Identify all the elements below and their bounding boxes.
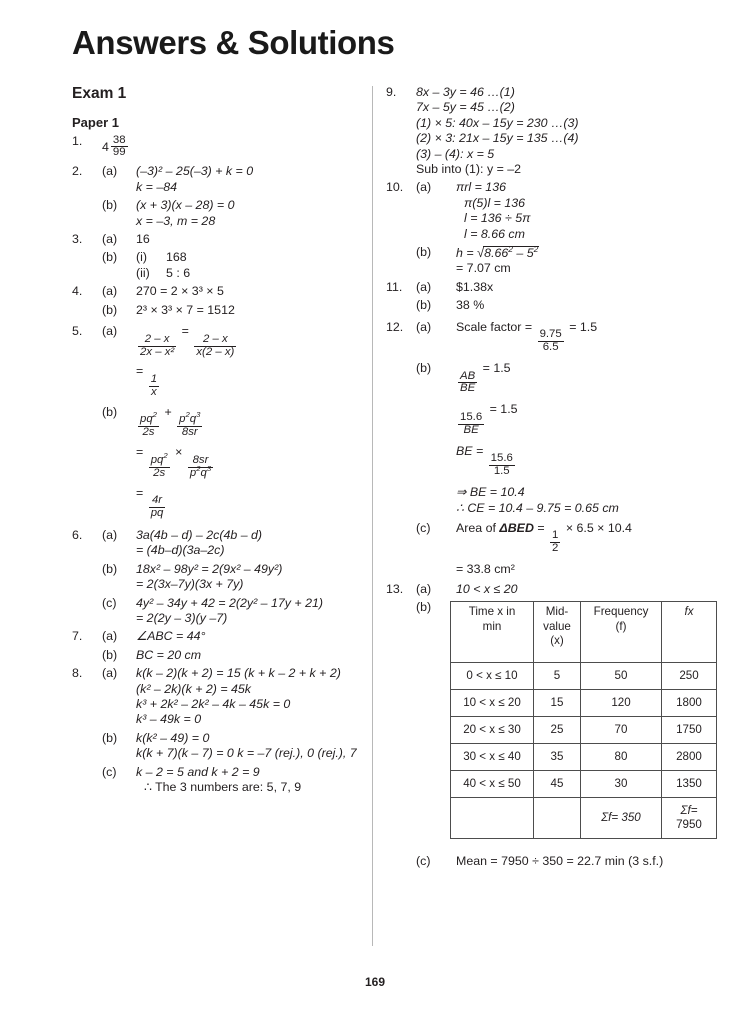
answer-line: [72, 267, 364, 279]
answer-body: k(k + 7)(k – 7) = 0 k = –7 (rej.), 0 (rej.), 7: [136, 746, 357, 761]
fraction-denominator: 2s: [153, 466, 166, 479]
header-line: Time x in: [468, 605, 516, 619]
fraction-numerator: 9.75: [539, 328, 562, 341]
part-label: (b): [416, 361, 432, 376]
answer-body: [450, 522, 696, 555]
answer-body: = 7.07 cm: [456, 261, 511, 276]
question-number: 11.: [386, 279, 403, 294]
header-line: value: [543, 619, 571, 633]
answer-line: [72, 406, 364, 439]
fraction: [489, 453, 515, 478]
answer-item-2: [72, 165, 364, 177]
answer-body: [450, 243, 696, 261]
answer-line: [386, 362, 696, 395]
answer-body: (x + 3)(x – 28) = 0: [136, 198, 235, 213]
fraction-denominator: 2s: [142, 426, 155, 439]
answer-body: 4y² – 34y + 42 = 2(2y² – 17y + 21): [136, 595, 324, 610]
fraction-numerator: 4r: [149, 495, 166, 508]
answer-line: [72, 698, 364, 710]
fraction-numerator: $p^2q^3$: [179, 410, 201, 426]
question-number: 9.: [386, 85, 397, 99]
answer-body: 2³ × 3³ × 7 = 1512: [136, 302, 235, 317]
equals-sign: =: [533, 521, 549, 535]
answer-item-11: [386, 281, 696, 293]
part-label: (a): [416, 581, 432, 596]
part-label: (c): [102, 595, 117, 610]
answer-body: ∴ The 3 numbers are: 5, 7, 9: [144, 780, 302, 795]
operator: +: [164, 404, 172, 419]
answer-body: k(k – 2)(k + 2) = 15 (k + k – 2 + k + 2): [136, 666, 341, 681]
fraction-denominator: 1.5: [493, 465, 510, 478]
answer-item-12: [386, 321, 696, 354]
question-number: 1.: [72, 133, 83, 148]
answer-line: [72, 612, 364, 624]
fraction-denominator: 99: [112, 146, 126, 159]
question-number: 2.: [72, 164, 83, 179]
cell-interval: 20 < x ≤ 30: [451, 717, 534, 744]
fraction: [194, 334, 236, 359]
answer-body: 3a(4b – d) – 2c(4b – d): [136, 527, 263, 542]
fraction: [177, 410, 202, 439]
answer-line: [72, 747, 364, 759]
triangle-symbol: ΔBED: [499, 521, 534, 535]
answer-body: (–3)² – 25(–3) + k = 0: [136, 164, 254, 179]
answer-body: k³ – 49k = 0: [136, 712, 202, 727]
cell-frequency: 120: [581, 690, 662, 717]
header-line: (x): [550, 634, 564, 648]
fraction-numerator: 2 – x: [194, 334, 236, 347]
question-number: 6.: [72, 527, 83, 542]
answer-line: [386, 502, 696, 514]
page-title: Answers & Solutions: [72, 24, 395, 61]
cell-interval: 40 < x ≤ 50: [451, 771, 534, 798]
part-label: (c): [416, 521, 431, 535]
part-label: (b): [102, 198, 118, 213]
part-label: (b): [102, 404, 118, 419]
cell-interval: 0 < x ≤ 10: [451, 663, 534, 690]
cell-frequency: 80: [581, 744, 662, 771]
fraction: [149, 495, 166, 520]
answer-line: [386, 243, 696, 261]
answer-body: = 33.8 cm²: [456, 562, 515, 577]
fraction: [149, 374, 159, 399]
cell-sum-fx: [662, 798, 717, 839]
answer-body: 18x² – 98y² = 2(9x² – 49y²): [136, 561, 283, 576]
answer-line: [386, 403, 696, 436]
fraction-numerator: 8sr: [188, 455, 213, 468]
column-header-midvalue: [534, 602, 581, 663]
answer-item-1: [72, 135, 364, 160]
subpart-label: (ii): [136, 265, 150, 280]
answer-item-6: [72, 529, 364, 541]
table-row: [451, 717, 717, 744]
table-total-row: [451, 798, 717, 839]
answer-body: k – 2 = 5 and k + 2 = 9: [136, 764, 260, 779]
part-label: (b): [416, 298, 432, 313]
answer-body: 168: [166, 250, 187, 265]
part-label: (a): [102, 324, 118, 339]
cell-interval: 10 < x ≤ 20: [451, 690, 534, 717]
answer-body: [450, 362, 696, 395]
cell-fx: 2800: [662, 744, 717, 771]
column-header-fx: [662, 602, 717, 663]
answer-line: [386, 563, 696, 575]
answer-body: 270 = 2 × 3³ × 5: [136, 284, 224, 299]
fraction: [138, 410, 159, 439]
answer-body: ⇒ BE = 10.4: [456, 485, 525, 500]
fraction-numerator: 2 – x: [138, 334, 176, 347]
answer-line: [386, 486, 696, 498]
sum-value: 7950: [676, 818, 702, 832]
answer-body: [136, 325, 364, 358]
cell-midvalue: 25: [534, 717, 581, 744]
column-header-time: [451, 602, 534, 663]
cell-fx: 250: [662, 663, 717, 690]
answer-body: x = –3, m = 28: [136, 213, 216, 228]
answer-body: (k² – 2k)(k + 2) = 45k: [136, 681, 251, 696]
part-label: (b): [416, 600, 432, 615]
square-root: [477, 243, 539, 261]
answer-body: BC = 20 cm: [136, 647, 202, 662]
question-number: 4.: [72, 284, 83, 299]
result: = 1.5: [482, 361, 511, 376]
fraction-denominator: 2x – x²: [140, 345, 175, 358]
fraction: [458, 412, 484, 437]
table-row: [451, 744, 717, 771]
answer-line: [72, 199, 364, 211]
fraction-denominator: x(2 – x): [196, 345, 235, 358]
fraction: [149, 450, 170, 480]
header-line: (f): [615, 619, 627, 633]
answer-body: k(k² – 49) = 0: [136, 730, 210, 745]
cell-midvalue: 15: [534, 690, 581, 717]
answer-body: [136, 406, 364, 439]
cell-midvalue: 35: [534, 744, 581, 771]
question-number: 3.: [72, 232, 83, 247]
answer-line: [72, 181, 364, 193]
answer-item-9: [386, 86, 696, 98]
fraction-denominator: 8sr: [181, 426, 198, 439]
answer-body: l = 8.66 cm: [464, 226, 525, 241]
answer-body: k = –84: [136, 179, 177, 194]
cell-empty: [534, 798, 581, 839]
fraction-numerator: $pq^2$: [140, 410, 157, 426]
fraction-numerator: AB: [460, 369, 476, 382]
header-line: fx: [684, 605, 694, 619]
mixed-whole: 4: [102, 139, 109, 154]
equals-sign: =: [136, 485, 144, 500]
question-number: 10.: [386, 180, 404, 195]
question-number: 7.: [72, 629, 83, 644]
area-label: Area of: [456, 521, 500, 535]
part-label: (a): [416, 180, 432, 195]
fraction-denominator: $p^2q^3$: [189, 463, 212, 479]
cell-frequency: 30: [581, 771, 662, 798]
answer-body: [450, 321, 696, 354]
cell-frequency: 50: [581, 663, 662, 690]
cell-fx: 1750: [662, 717, 717, 744]
answer-body: πrl = 136: [456, 180, 506, 195]
part-label: (a): [416, 279, 432, 294]
part-label: (b): [102, 730, 118, 745]
answer-body: [450, 403, 696, 436]
cell-interval: 30 < x ≤ 40: [451, 744, 534, 771]
answer-body: $1.38x: [456, 279, 494, 294]
answer-body: Sub into (1): y = –2: [416, 162, 522, 177]
answer-body: [136, 487, 364, 520]
exam-heading: Exam 1: [72, 85, 127, 102]
answer-line: [72, 649, 364, 661]
answer-line: [72, 544, 364, 556]
frequency-distribution-table: [450, 601, 717, 839]
answer-line: [72, 683, 364, 695]
table-header: [451, 602, 717, 663]
question-number: 12.: [386, 319, 404, 334]
cell-frequency: 70: [581, 717, 662, 744]
be-label: BE =: [456, 443, 487, 458]
paper-heading: Paper 1: [72, 114, 119, 130]
sum-label: Σf=: [680, 803, 698, 817]
table-body: [451, 663, 717, 839]
part-label: (b): [102, 302, 118, 317]
answer-body: 8x – 3y = 46 …(1): [416, 85, 515, 99]
scale-factor-label: Scale factor =: [456, 319, 536, 334]
answer-line: [386, 522, 696, 555]
part-label: (c): [416, 854, 431, 869]
fraction-denominator: 6.5: [542, 341, 559, 354]
answer-body: [136, 365, 364, 398]
answer-item-10: [386, 181, 696, 193]
fraction: [111, 135, 128, 160]
header-line: Frequency: [593, 605, 649, 619]
answer-body: [102, 135, 364, 160]
part-label: (a): [102, 629, 118, 644]
result: = 1.5: [489, 402, 518, 417]
answer-body: (2) × 3: 21x – 15y = 135 …(4): [416, 131, 579, 146]
table-row: [451, 663, 717, 690]
answer-line: [72, 487, 364, 520]
answer-body: ∴ CE = 10.4 – 9.75 = 0.65 cm: [456, 500, 619, 515]
answer-body: 10 < x ≤ 20: [456, 581, 518, 596]
answer-line: [386, 262, 696, 274]
answer-line: [72, 563, 364, 575]
answer-body: [136, 446, 364, 479]
part-label: (a): [416, 319, 432, 334]
fraction-numerator: 38: [112, 133, 126, 146]
equals-sign: =: [181, 324, 189, 339]
fraction-denominator: x: [151, 385, 157, 398]
part-label: (a): [102, 666, 118, 681]
answer-body: l = 136 ÷ 5π: [464, 211, 531, 226]
question-number: 13.: [386, 581, 404, 596]
fraction: [188, 455, 213, 480]
radical-sign: √: [477, 245, 485, 261]
answer-body: k³ + 2k² – 2k² – 4k – 45k = 0: [136, 697, 291, 712]
part-label: (a): [102, 164, 118, 179]
answer-line: [386, 299, 696, 311]
part-label: (a): [102, 284, 118, 299]
answer-line: [386, 212, 696, 224]
fraction: [550, 530, 560, 555]
answer-body: Mean = 7950 ÷ 350 = 22.7 min (3 s.f.): [456, 854, 664, 869]
part-label: (b): [416, 245, 432, 260]
fraction-numerator: 15.6: [490, 452, 513, 465]
answer-line: [386, 132, 696, 144]
answer-item-3: [72, 233, 364, 245]
answer-body: = (4b–d)(3a–2c): [136, 543, 225, 558]
cell-empty: [451, 798, 534, 839]
part-label: (b): [102, 647, 118, 662]
column-divider: [372, 86, 373, 946]
answer-line: [386, 101, 696, 113]
cell-midvalue: 45: [534, 771, 581, 798]
part-label: (b): [102, 561, 118, 576]
table-header-row: [451, 602, 717, 663]
part-label: (a): [102, 527, 118, 542]
frequency-table-block: [386, 600, 702, 839]
question-number: 8.: [72, 666, 83, 681]
fraction-denominator: BE: [460, 382, 476, 395]
fraction: [538, 329, 564, 354]
answer-line: [72, 304, 364, 316]
left-column: [72, 86, 364, 793]
column-header-frequency: [581, 602, 662, 663]
answer-body: 7x – 5y = 45 …(2): [416, 100, 515, 115]
fraction-numerator: $pq^2$: [150, 450, 168, 466]
equals-sign: =: [136, 364, 144, 379]
fraction-denominator: 2: [552, 542, 559, 555]
answer-line: [386, 445, 696, 478]
answer-line: [72, 597, 364, 609]
answer-body: 38 %: [456, 298, 485, 313]
operator: ×: [175, 445, 183, 460]
answer-body: ∠ABC = 44°: [136, 629, 206, 644]
fraction-numerator: 1: [552, 529, 559, 542]
part-label: (b): [102, 250, 118, 265]
fraction-denominator: pq: [150, 507, 164, 519]
answer-body: 5 : 6: [166, 265, 191, 280]
answer-body: = 2(3x–7y)(3x + 7y): [136, 577, 244, 592]
subpart-label: (i): [136, 250, 148, 265]
answer-line: [386, 148, 696, 160]
right-column: [386, 85, 702, 869]
answer-line: [386, 855, 696, 867]
part-label: (a): [102, 232, 118, 247]
answer-item-4: [72, 285, 364, 297]
answer-line: [72, 781, 364, 793]
fraction: [458, 371, 477, 396]
fraction-numerator: 1: [150, 372, 158, 385]
equals-sign: =: [136, 445, 144, 460]
answer-item-7: [72, 630, 364, 642]
answer-item-13: [386, 583, 696, 595]
answer-line: [386, 197, 696, 209]
question-number: 5.: [72, 324, 83, 339]
cell-midvalue: 5: [534, 663, 581, 690]
cell-fx: 1350: [662, 771, 717, 798]
answer-line: [72, 766, 364, 778]
answer-line: [386, 117, 696, 129]
answer-line: [72, 578, 364, 590]
answer-body: π(5)l = 136: [464, 195, 525, 210]
result: × 6.5 × 10.4: [565, 521, 632, 535]
h-equals-label: h =: [456, 246, 478, 261]
header-line: Mid-: [545, 605, 569, 619]
result: = 1.5: [569, 319, 598, 334]
answer-line: [72, 251, 364, 263]
answer-line: [72, 732, 364, 744]
table-row: [451, 690, 717, 717]
answer-body: [450, 445, 696, 478]
answer-item-5: [72, 325, 364, 358]
answer-line: [72, 446, 364, 479]
answer-body: (1) × 5: 40x – 15y = 230 …(3): [416, 115, 579, 130]
answer-line: [386, 163, 696, 175]
answer-body: 16: [136, 232, 150, 247]
part-label: (c): [102, 764, 117, 779]
answer-line: [72, 215, 364, 227]
answer-line: [386, 228, 696, 240]
fraction-numerator: 15.6: [460, 410, 483, 423]
table-row: [451, 771, 717, 798]
radicand: $8.66^2 - 5^2$: [484, 243, 539, 261]
answer-line: [72, 365, 364, 398]
cell-fx: 1800: [662, 690, 717, 717]
cell-sum-frequency: Σf= 350: [581, 798, 662, 839]
fraction: [138, 334, 176, 359]
answer-body: (3) – (4): x = 5: [416, 146, 495, 161]
answer-body: = 2(2y – 3)(y –7): [136, 611, 228, 625]
header-line: min: [482, 619, 502, 633]
page-number: 169: [364, 975, 386, 989]
answer-item-8: [72, 667, 364, 679]
answer-line: [72, 713, 364, 725]
fraction-denominator: BE: [463, 423, 479, 436]
